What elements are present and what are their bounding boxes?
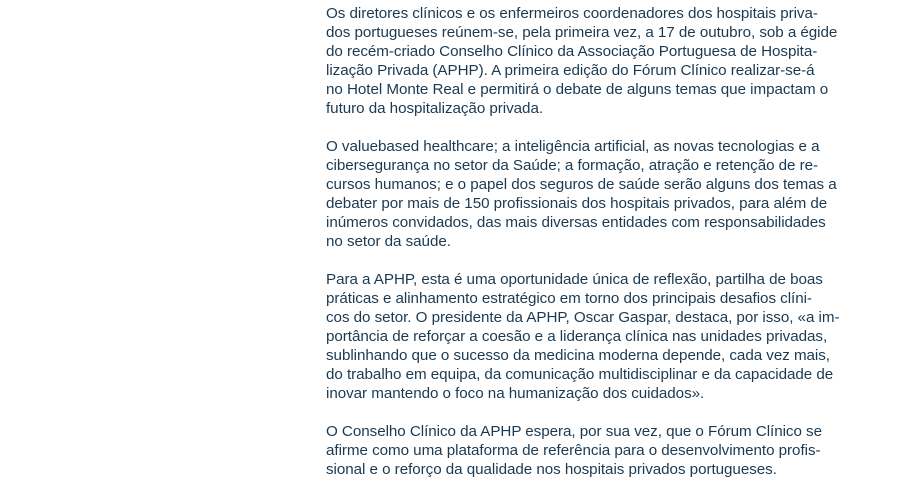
- text-line: inúmeros convidados, das mais diversas entidades com responsabilidades: [326, 214, 826, 231]
- text-line: do recém-criado Conselho Clínico da Associação Portuguesa de Hospita-: [326, 43, 818, 60]
- text-line: Os diretores clínicos e os enfermeiros coordenadores dos hospitais priva-: [326, 5, 818, 22]
- text-line: inovar mantendo o foco na humanização dos cuidados».: [326, 385, 705, 402]
- text-line: portância de reforçar a coesão e a liderança clínica nas unidades privadas,: [326, 328, 828, 345]
- text-line: cursos humanos; e o papel dos seguros de saúde serão alguns dos temas a: [326, 176, 837, 193]
- text-line: no setor da saúde.: [326, 233, 451, 250]
- text-line: cibersegurança no setor da Saúde; a formação, atração e retenção de re-: [326, 157, 819, 174]
- text-line: no Hotel Monte Real e permitirá o debate de alguns temas que impactam o: [326, 81, 829, 98]
- text-line: futuro da hospitalização privada.: [326, 100, 544, 117]
- text-line: dos portugueses reúnem-se, pela primeira vez, a 17 de outubro, sob a égide: [326, 24, 838, 41]
- text-line: O Conselho Clínico da APHP espera, por sua vez, que o Fórum Clínico se: [326, 423, 822, 440]
- paragraph-2: [326, 137, 846, 251]
- text-line: do trabalho em equipa, da comunicação multidisciplinar e da capacidade de: [326, 366, 834, 383]
- text-line: sional e o reforço da qualidade nos hospitais privados portugueses.: [326, 461, 777, 478]
- text-line: debater por mais de 150 profissionais dos hospitais privados, para além de: [326, 195, 828, 212]
- paragraph-3: [326, 270, 846, 403]
- text-line: sublinhando que o sucesso da medicina moderna depende, cada vez mais,: [326, 347, 830, 364]
- text-line: afirme como uma plataforma de referência para o desenvolvimento profis-: [326, 442, 821, 459]
- article-body: [326, 4, 846, 496]
- text-line: Para a APHP, esta é uma oportunidade única de reflexão, partilha de boas: [326, 271, 823, 288]
- text-line: cos do setor. O presidente da APHP, Oscar Gaspar, destaca, por isso, «a im-: [326, 309, 840, 326]
- text-line: O valuebased healthcare; a inteligência artificial, as novas tecnologias e a: [326, 138, 820, 155]
- text-line: práticas e alinhamento estratégico em torno dos principais desafios clíni-: [326, 290, 812, 307]
- paragraph-1: [326, 4, 846, 118]
- text-line: lização Privada (APHP). A primeira edição do Fórum Clínico realizar-se-á: [326, 62, 815, 79]
- paragraph-4: [326, 422, 846, 479]
